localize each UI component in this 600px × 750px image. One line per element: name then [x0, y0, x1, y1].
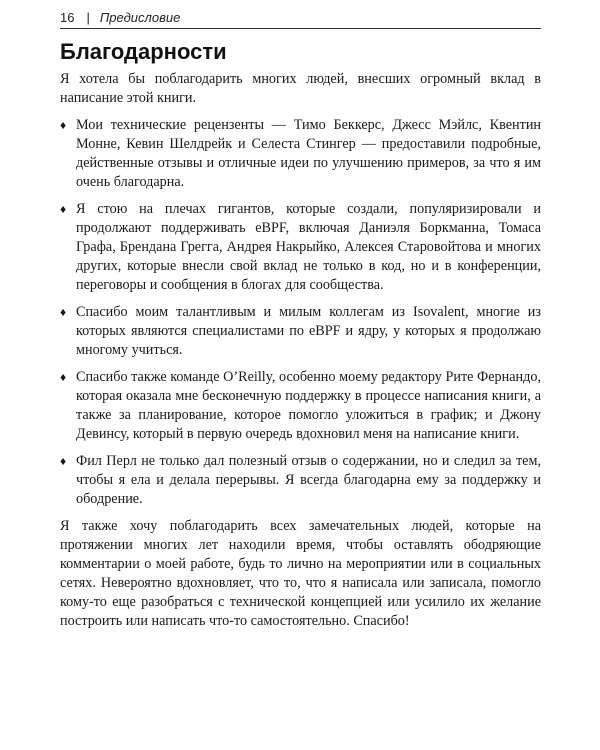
- diamond-bullet-icon: ♦: [60, 454, 67, 468]
- list-item: [60, 452, 541, 509]
- acknowledgements-list: [60, 116, 541, 509]
- list-item: [60, 368, 541, 444]
- running-header: [60, 8, 541, 29]
- list-item: [60, 303, 541, 360]
- diamond-bullet-icon: ♦: [60, 370, 67, 384]
- section-name: Предисловие: [99, 10, 181, 25]
- list-item-text: Мои технические рецензенты — Тимо Беккерс, Джесс Мэйлс, Квентин Монне, Кевин Шелдрейк и Селеста Стингер — предоставили подробные, действенные отзывы и отличные идеи по улучшению примеров, за что я им очень благодарна.: [76, 117, 541, 190]
- diamond-bullet-icon: ♦: [60, 118, 67, 132]
- list-item: [60, 200, 541, 295]
- list-item-text: Я стою на плечах гигантов, которые создали, популяризировали и продолжают поддерживать eBPF, включая Даниэля Боркманна, Томаса Графа, Брендана Грегга, Андрея Накрыйко, Алексея Старовойтова и многих других, которые внесли свой вклад не только в код, но и в конференции, переговоры и сообщения в блогах для сообщества.: [76, 201, 541, 293]
- closing-paragraph: Я также хочу поблагодарить всех замечательных людей, которые на протяжении многих лет находили время, чтобы оставлять ободряющие комментарии о моей работе, будь то лично на мероприятии или в социальных сетях. Невероятно вдохновляет, что то, что я написала или записала, помогло кому-то еще разобраться с технической концепцией или усилило их желание построить или написать что-то самостоятельно. Спасибо!: [60, 518, 541, 629]
- list-item-text: Спасибо моим талантливым и милым коллегам из Isovalent, многие из которых являются специалистами по eBPF и ядру, у которых я продолжаю многому учиться.: [76, 304, 541, 358]
- page-number: 16: [60, 10, 75, 25]
- diamond-bullet-icon: ♦: [60, 202, 67, 216]
- list-item-text: Спасибо также команде O’Reilly, особенно моему редактору Рите Фернандо, которая оказала мне бесконечную поддержку в процессе написания книги, а также за планирование, которое помогло уложиться в график; и Джону Девинсу, который в первую очередь вдохновил меня на написание книги.: [76, 369, 541, 442]
- body-text: [60, 70, 541, 639]
- list-item-text: Фил Перл не только дал полезный отзыв о содержании, но и следил за тем, чтобы я ела и делала перерывы. Я всегда благодарна ему за поддержку и ободрение.: [76, 453, 541, 507]
- list-item: [60, 116, 541, 192]
- intro-paragraph: Я хотела бы поблагодарить многих людей, внесших огромный вклад в написание этой книги.: [60, 71, 541, 106]
- diamond-bullet-icon: ♦: [60, 305, 67, 319]
- header-separator: |: [86, 10, 90, 25]
- page-title: Благодарности: [60, 39, 227, 64]
